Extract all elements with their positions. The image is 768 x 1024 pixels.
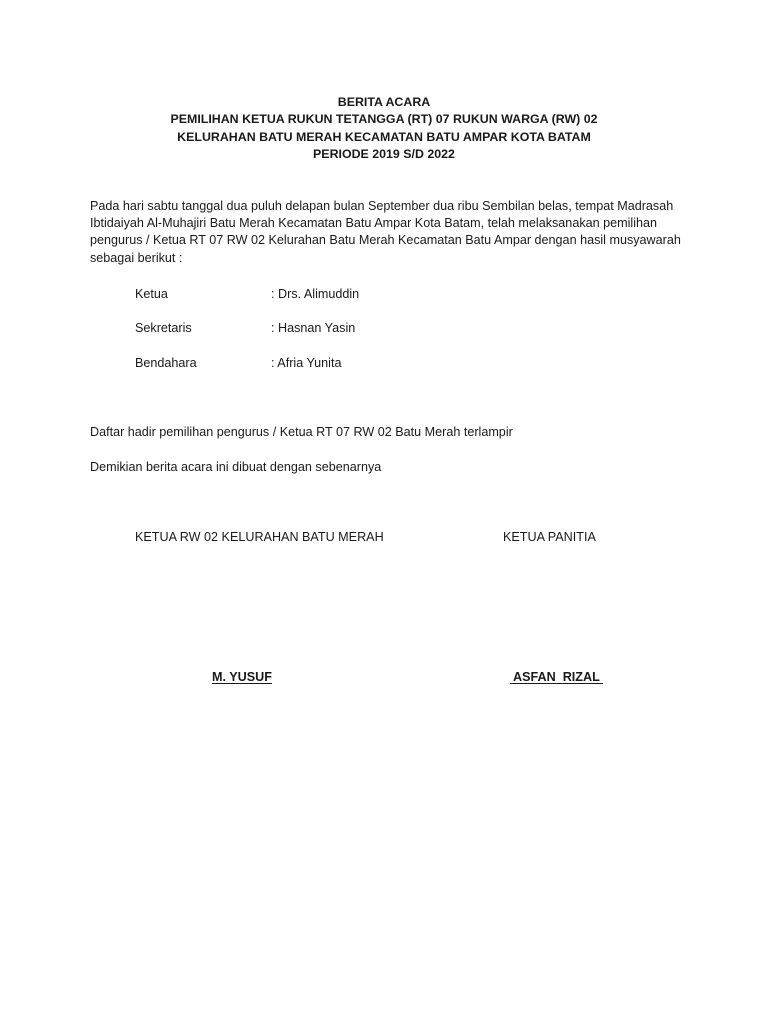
officer-value: : Hasnan Yasin	[271, 321, 356, 335]
header-title: BERITA ACARA	[337, 95, 431, 109]
header-location: KELURAHAN BATU MERAH KECAMATAN BATU AMPAR KOTA BATAM	[177, 129, 591, 144]
officer-row-ketua	[135, 285, 535, 303]
header-subtitle: PEMILIHAN KETUA RUKUN TETANGGA (RT) 07 RUKUN WARGA (RW) 02	[170, 112, 598, 127]
signature-title-left: KETUA RW 02 KELURAHAN BATU MERAH	[135, 530, 384, 544]
signature-name-left: M. YUSUF	[212, 670, 272, 684]
officer-row-bendahara	[135, 354, 535, 372]
document-header	[0, 94, 768, 163]
signature-name-right: ASFAN RIZAL	[510, 670, 604, 684]
intro-paragraph: Pada hari sabtu tanggal dua puluh delapan bulan September dua ribu Sembilan belas, tempat Madrasah Ibtidaiyah Al-Muhajiri Batu Merah Kecamatan Batu Ampar Kota Batam, telah melaksanakan pemilihan pengurus / Ketua RT 07 RW 02 Kelurahan Batu Merah Kecamatan Batu Ampar dengan hasil musyawarah sebagai berikut :	[90, 199, 681, 265]
attendance-note: Daftar hadir pemilihan pengurus / Ketua RT 07 RW 02 Batu Merah terlampir	[90, 425, 513, 439]
officer-row-sekretaris	[135, 319, 535, 337]
signature-title-right: KETUA PANITIA	[503, 530, 596, 544]
officer-label: Ketua	[135, 287, 168, 301]
officer-label: Bendahara	[135, 356, 197, 370]
officer-label: Sekretaris	[135, 321, 192, 335]
header-period: PERIODE 2019 S/D 2022	[313, 146, 455, 161]
officer-value: : Drs. Alimuddin	[271, 287, 360, 301]
officer-value: : Afria Yunita	[271, 356, 342, 370]
closing-statement: Demikian berita acara ini dibuat dengan sebenarnya	[90, 460, 382, 474]
